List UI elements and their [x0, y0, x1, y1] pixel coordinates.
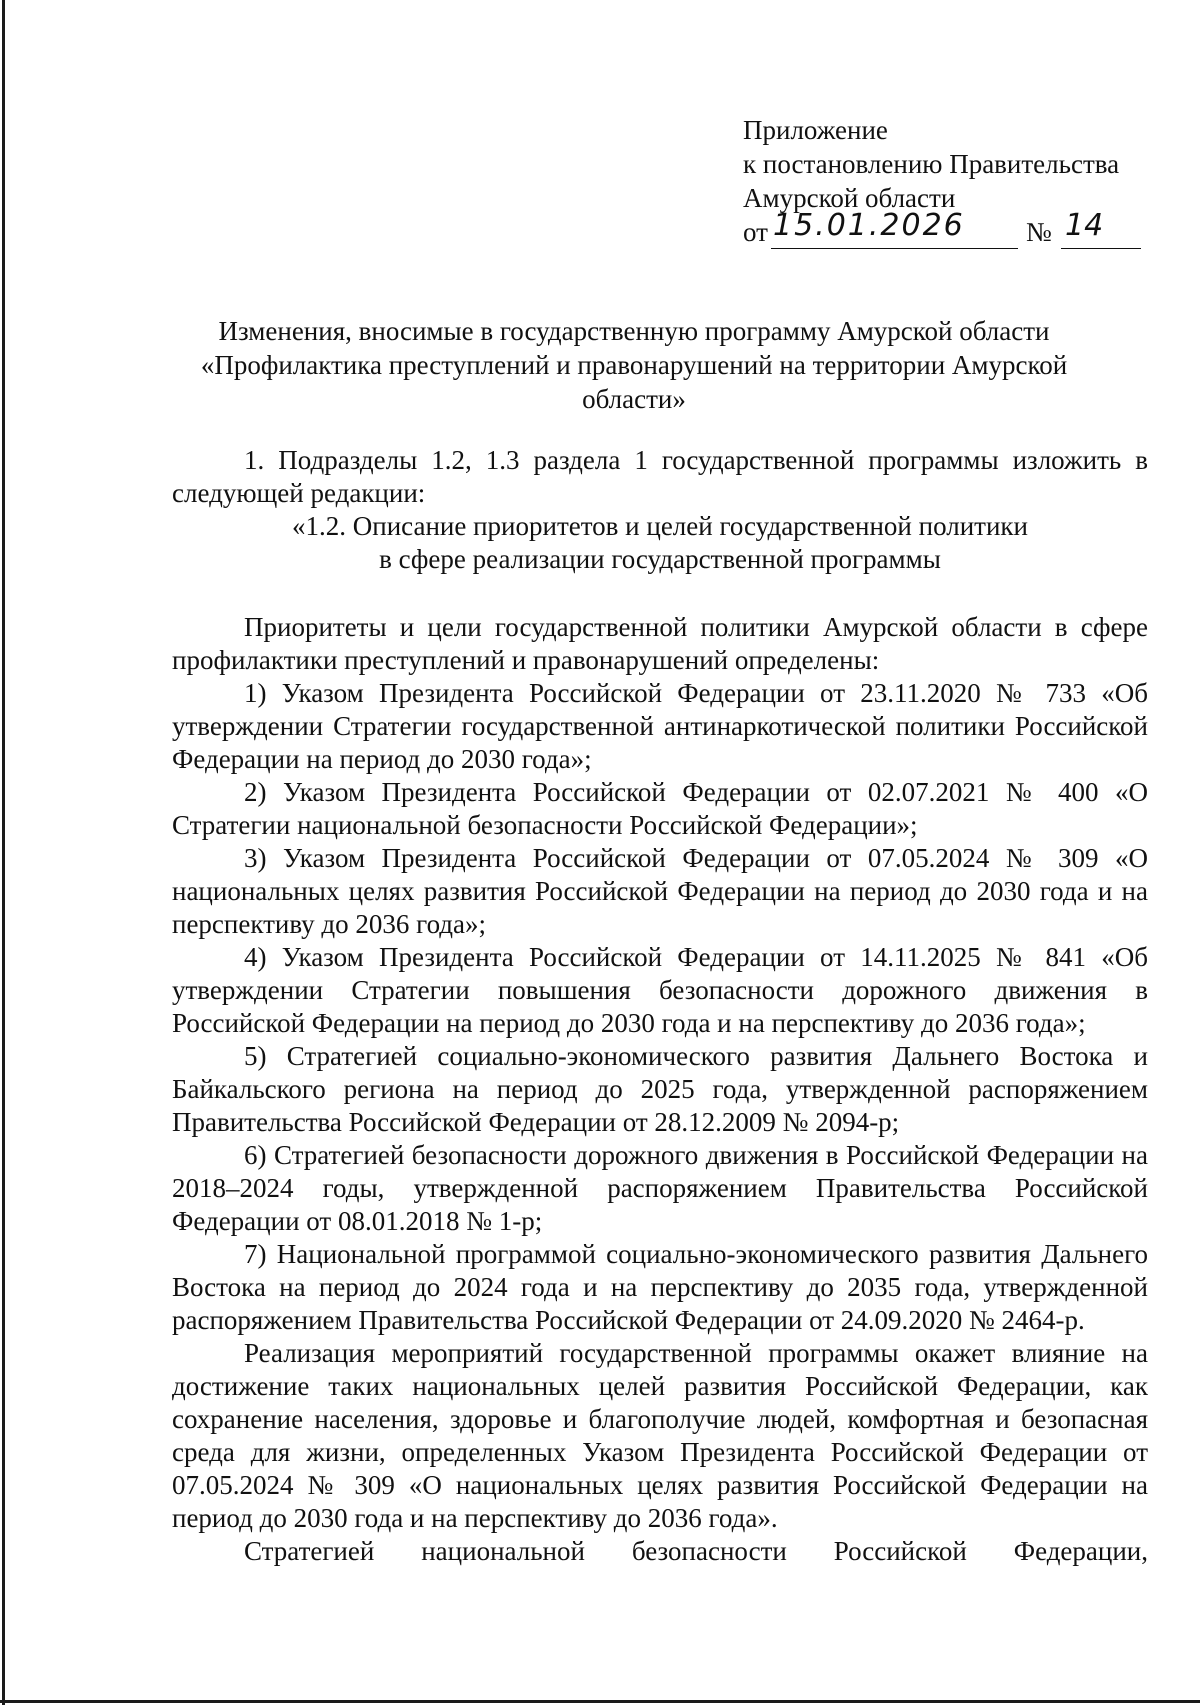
number-label: №	[1026, 217, 1052, 247]
spacer	[172, 576, 1148, 611]
list-item-5: 5) Стратегией социально-экономического развития Дальнего Востока и Байкальского региона на период до 2025 года, утвержденной распоряжением Правительства Российской Федерации от 28.12.2009 № 2094-р;	[172, 1041, 1148, 1137]
handwritten-number: 14	[1065, 208, 1104, 243]
scan-edge-left	[2, 0, 5, 1705]
title-line-2: «Профилактика преступлений и правонарушений на территории Амурской	[200, 350, 1068, 380]
document-title	[170, 314, 1098, 416]
list-item-4: 4) Указом Президента Российской Федерации от 14.11.2025 № 841 «Об утверждении Стратегии повышения безопасности дорожного движения в Российской Федерации на период до 2030 года и на перспективу до 2036 года»;	[172, 942, 1148, 1038]
scan-edge-bottom	[0, 1700, 1200, 1703]
list-item-1: 1) Указом Президента Российской Федерации от 23.11.2020 № 733 «Об утверждении Стратегии государственной антинаркотической политики Российской Федерации на период до 2030 года»;	[172, 678, 1148, 774]
paragraph-intro: 1. Подразделы 1.2, 1.3 раздела 1 государственной программы изложить в следующей редакции:	[172, 445, 1148, 508]
subsection-heading	[172, 510, 1148, 576]
appendix-header	[743, 113, 1163, 251]
title-line-3: области»	[582, 384, 686, 414]
appendix-line-1: Приложение	[743, 115, 888, 145]
list-item-6: 6) Стратегией безопасности дорожного движения в Российской Федерации на 2018–2024 годы, утвержденной распоряжением Правительства Российской Федерации от 08.01.2018 № 1-р;	[172, 1140, 1148, 1236]
list-item-2: 2) Указом Президента Российской Федерации от 02.07.2021 № 400 «О Стратегии национальной безопасности Российской Федерации»;	[172, 777, 1148, 840]
appendix-line-3: Амурской области	[743, 183, 956, 213]
title-line-1: Изменения, вносимые в государственную программу Амурской области	[218, 316, 1050, 346]
appendix-line-2: к постановлению Правительства	[743, 149, 1120, 179]
list-item-7: 7) Национальной программой социально-экономического развития Дальнего Востока на период до 2024 года и на перспективу до 2035 года, утвержденной распоряжением Правительства Российской Федерации от 24.09.2020 № 2464-р.	[172, 1239, 1148, 1335]
paragraph-implementation: Реализация мероприятий государственной программы окажет влияние на достижение таких национальных целей развития Российской Федерации, как сохранение населения, здоровье и благополучие людей, комфортная и безопасная среда для жизни, определенных Указом Президента Российской Федерации от 07.05.2024 № 309 «О национальных целях развития Российской Федерации на период до 2030 года и на перспективу до 2036 года».	[172, 1338, 1148, 1533]
paragraph-strategy: Стратегией национальной безопасности Российской Федерации,	[244, 1536, 1148, 1566]
paragraph-priorities: Приоритеты и цели государственной политики Амурской области в сфере профилактики преступлений и правонарушений определены:	[172, 612, 1148, 675]
date-underline	[771, 248, 1018, 249]
subheading-line-2: в сфере реализации государственной программы	[379, 544, 941, 574]
document-body	[172, 444, 1148, 1568]
subheading-line-1: «1.2. Описание приоритетов и целей государственной политики	[292, 511, 1028, 541]
appendix-date-line	[743, 208, 1163, 251]
handwritten-date: 15.01.2026	[773, 208, 965, 243]
number-underline	[1061, 248, 1141, 249]
date-prefix: от	[743, 217, 768, 247]
list-item-3: 3) Указом Президента Российской Федерации от 07.05.2024 № 309 «О национальных целях развития Российской Федерации на период до 2030 года и на перспективу до 2036 года»;	[172, 843, 1148, 939]
